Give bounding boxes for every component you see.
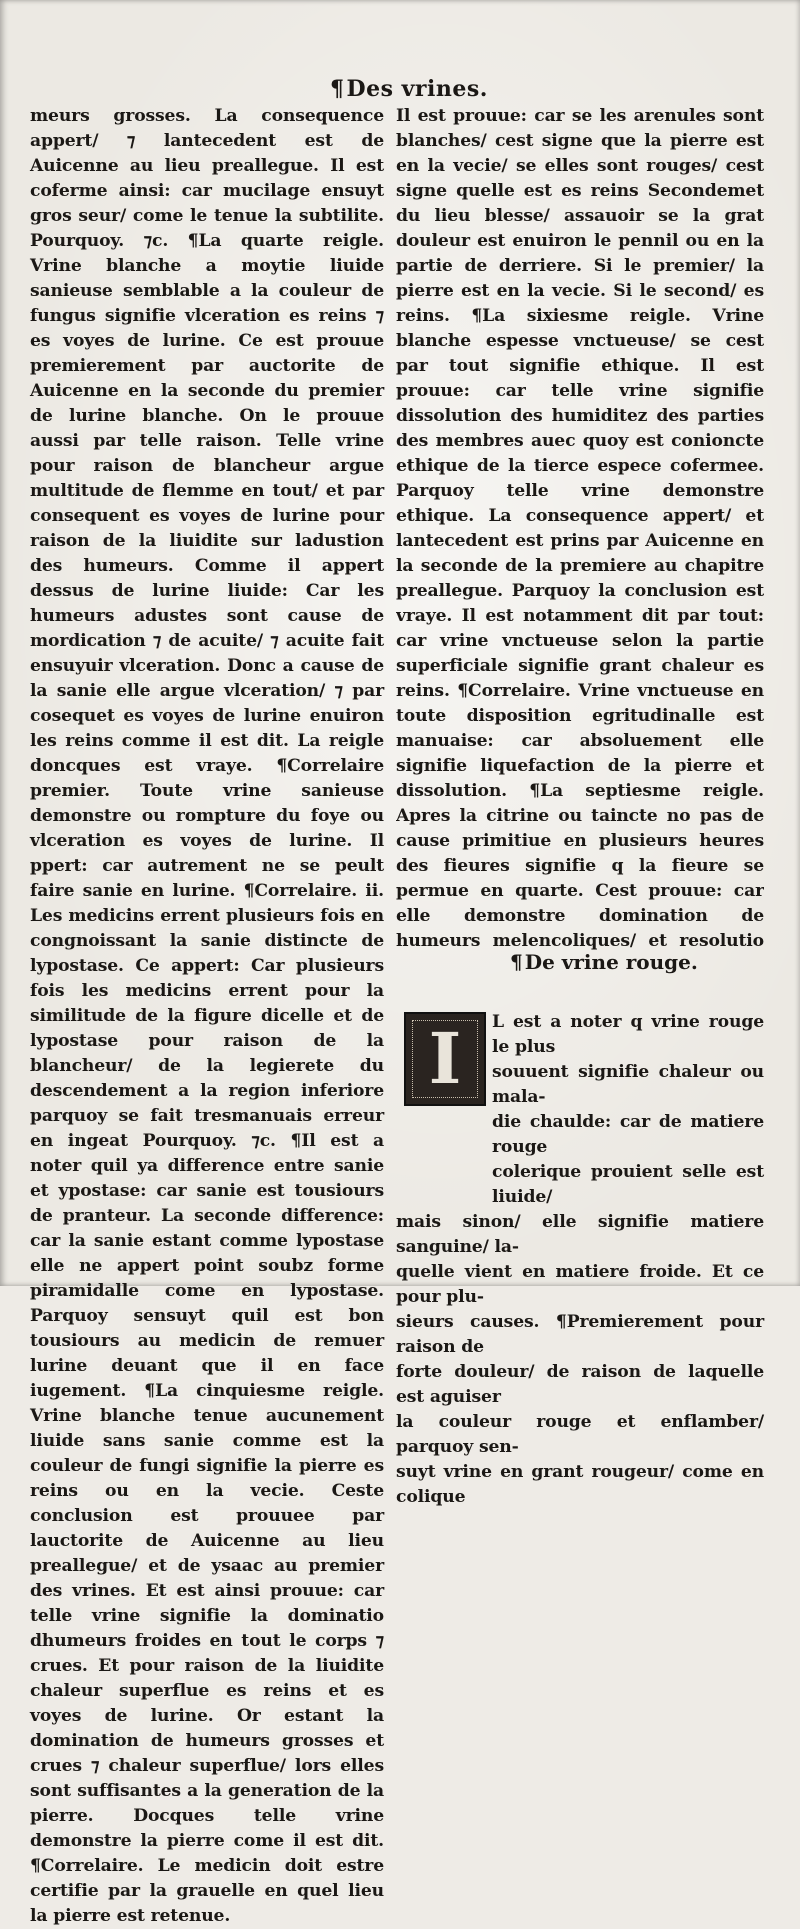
- right-text-column: [396, 104, 764, 950]
- pilcrow-icon: ¶: [330, 76, 345, 102]
- text-line: die chaulde: car de matiere rouge: [492, 1112, 764, 1157]
- text-line: forte douleur/ de raison de laquelle est aguiser: [396, 1362, 764, 1407]
- text-line: la couleur rouge et enflamber/ parquoy sen-: [396, 1412, 764, 1457]
- text-line: suyt vrine en grant rougeur/ come en colique: [396, 1462, 764, 1507]
- running-header: [330, 76, 530, 102]
- section-heading: [510, 950, 710, 978]
- pilcrow-icon: ¶: [510, 950, 523, 974]
- right-column-text: Il est prouue: car se les arenules sont blanches/ cest signe que la pierre est en la vecie/ se elles sont rouges/ cest signe quelle est es reins Secondemet du lieu blesse/ assauoir se la grat douleur est enuiron le pennil ou en la partie de derriere. Si le premier/ la pierre est en la vecie. Si le second/ es reins. ¶La sixiesme reigle. Vrine blanche espesse vnctueuse/ se cest par tout signifie ethique. Il est prouue: car telle vrine signifie dissolution des humiditez des parties des membres auec quoy est conioncte ethique de la tierce espece cofermee. Parquoy telle vrine demonstre ethique. La consequence appert/ et lantecedent est prins par Auicenne en la seconde de la premiere au chapitre preallegue. Parquoy la conclusion est vraye. Il est notamment dit par tout: car vrine vnctueuse selon la partie superficiale signifie grant chaleur es reins. ¶Correlaire. Vrine vnctueuse en toute disposition egritudinalle est manuaise: car absoluement elle signifie liquefaction de la pierre et dissolution. ¶La septiesme reigle. Apres la citrine ou taincte no pas de cause primitiue en plusieurs heures des fieures signifie q la fieure se permue en quarte. Cest prouue: car elle demonstre domination de humeurs melencoliques/ et resolutio: [396, 106, 764, 950]
- left-column-text: meurs grosses. La consequence appert/ ⁊ lantecedent est de Auicenne au lieu preallegue. Il est coferme ainsi: car mucilage ensuyt gros seur/ come le tenue la subtilite. Pourquoy. ⁊c. ¶La quarte reigle. Vrine blanche a moytie liuide sanieuse semblable a la couleur de fungus signifie vlceration es reins ⁊ es voyes de lurine. Ce est prouue premierement par auctorite de Auicenne en la seconde du premier de lurine blanche. On le prouue aussi par telle raison. Telle vrine pour raison de blancheur argue multitude de flemme en tout/ et par consequent es voyes de lurine pour raison de la liuidite sur ladustion des humeurs. Comme il appert dessus de lurine liuide: Car les humeurs adustes sont cause de mordication ⁊ de acuite/ ⁊ acuite fait ensuyuir vlceration. Donc a cause de la sanie elle argue vlceration/ ⁊ par cosequet es voyes de lurine enuiron les reins comme il est dit. La reigle doncques est vraye. ¶Correlaire premier. Toute vrine sanieuse demonstre ou rompture du foye ou vlceration es voyes de lurine. Il ppert: car autrement ne se peult faire sanie en lurine. ¶Correlaire. ii. Les medicins errent plusieurs fois en congnoissant la sanie distincte de lypostase. Ce appert: Car plusieurs fois les medicins errent pour la similitude de la figure dicelle et de lypostase pour raison de la blancheur/ de la legierete du descendement a la region inferiore parquoy se fait tresmanuais erreur en ingeat Pourquoy. ⁊c. ¶Il est a noter quil ya difference entre sanie et ypostase: car sanie est tousiours de pranteur. La seconde difference: car la sanie estant comme lypostase elle ne appert point soubz forme piramidalle come en lypostase. Parquoy sensuyt quil est bon tousiours au medicin de remuer lurine deuant que il en face iugement. ¶La cinquiesme reigle. Vrine blanche tenue aucunement liuide sans sanie comme est la couleur de fungi signifie la pierre es reins ou en la vecie. Ceste conclusion est prouuee par lauctorite de Auicenne au lieu preallegue/ et de ysaac au premier des vrines. Et est ainsi prouue: car telle vrine signifie la dominatio dhumeurs froides en tout le corps ⁊ crues. Et pour raison de la liuidite chaleur superflue es reins et es voyes de lurine. Or estant la domination de humeurs grosses et crues ⁊ chaleur superflue/ lors elles sont suffisantes a la generation de la pierre. Docques telle vrine demonstre la pierre come il est dit. ¶Correlaire. Le medicin doit estre certifie par la grauelle en quel lieu la pierre est retenue.: [30, 106, 384, 1926]
- left-text-column: [30, 104, 384, 1929]
- text-line: mais sinon/ elle signifie matiere sanguine/ la-: [396, 1212, 764, 1257]
- text-line: souuent signifie chaleur ou mala-: [492, 1062, 764, 1107]
- text-line: sieurs causes. ¶Premierement pour raison de: [396, 1312, 764, 1357]
- decorated-initial-letter: I: [428, 1017, 462, 1100]
- running-header-title: Des vrines.: [346, 76, 488, 102]
- text-line: L est a noter q vrine rouge le plus: [492, 1012, 764, 1057]
- section-heading-title: De vrine rouge.: [524, 950, 698, 974]
- section-text: [396, 1010, 764, 1510]
- text-line: colerique prouient selle est liuide/: [492, 1162, 764, 1207]
- text-line: quelle vient en matiere froide. Et ce pour plu-: [396, 1262, 764, 1307]
